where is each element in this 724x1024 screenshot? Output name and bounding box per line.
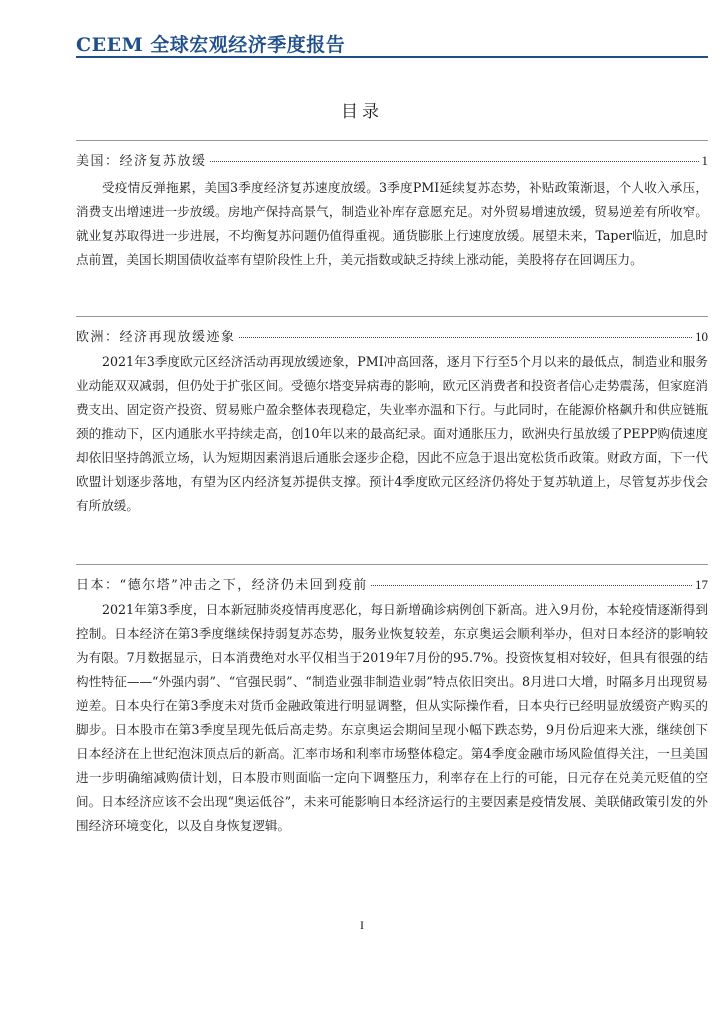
toc-entry-page: 17 [695,577,708,592]
toc-entry-europe[interactable] [76,326,708,345]
toc-entry-label: 日本：“德尔塔”冲击之下，经济仍未回到疫前 [76,578,368,593]
report-title: CEEM 全球宏观经济季度报告 [76,34,346,56]
section-divider [76,140,708,141]
toc-leader-dots [371,585,692,586]
toc-entry-page: 10 [695,329,708,344]
toc-entry-japan[interactable] [76,574,708,593]
header-rule [76,56,708,58]
toc-leader-dots [210,161,699,162]
toc-summary-us: 受疫情反弹拖累，美国3季度经济复苏速度放缓。3季度PMI延续复苏态势，补贴政策渐退，个人收入承压，消费支出增速进一步放缓。房地产保持高景气，制造业补库存意愿充足。对外贸易增速放缓，贸易逆差有所收窄。就业复苏取得进一步进展，不均衡复苏问题仍值得重视。通货膨胀上行速度放缓。展望未来，Taper临近，加息时点前置，美国长期国债收益率有望阶段性上升，美元指数或缺乏持续上涨动能，美股将存在回调压力。 [76,180,708,267]
toc-leader-dots [239,337,692,338]
section-divider [76,316,708,317]
toc-entry-label: 美国：经济复苏放缓 [76,154,207,169]
toc-summary-europe: 2021年3季度欧元区经济活动再现放缓迹象，PMI冲高回落，逐月下行至5个月以来的最低点，制造业和服务业动能双双减弱，但仍处于扩张区间。受德尔塔变异病毒的影响，欧元区消费者和投资者信心走势震荡，但家庭消费支出、固定资产投资、贸易账户盈余整体表现稳定，失业率亦温和下行。与此同时，在能源价格飙升和供应链瓶颈的推动下，区内通胀水平持续走高，创10年以来的最高纪录。面对通胀压力，欧洲央行虽放缓了PEPP购债速度却依旧坚持鸽派立场，认为短期因素消退后通胀会逐步企稳，因此不应急于退出宽松货币政策。财政方面，下一代欧盟计划逐步落地，有望为区内经济复苏提供支撑。预计4季度欧元区经济仍将处于复苏轨道上，尽管复苏步伐会有所放缓。 [76,354,708,513]
section-divider [76,564,708,565]
toc-entry-us[interactable] [76,150,708,169]
toc-entry-page: 1 [701,153,708,168]
page-number: I [360,918,364,932]
toc-entry-label: 欧洲：经济再现放缓迹象 [76,330,236,345]
toc-summary-japan: 2021年第3季度，日本新冠肺炎疫情再度恶化，每日新增确诊病例创下新高。进入9月份，本轮疫情逐渐得到控制。日本经济在第3季度继续保持弱复苏态势，服务业恢复较差，东京奥运会顺利举办，但对日本经济的影响较为有限。7月数据显示，日本消费绝对水平仅相当于2019年7月份的95.7%。投资恢复相对较好，但具有很强的结构性特征——“外强内弱”、“官强民弱”、“制造业强非制造业弱”特点依旧突出。8月进口大增，时隔多月出现贸易逆差。日本央行在第3季度未对货币金融政策进行明显调整，但从实际操作看，日本央行已经明显放缓资产购买的脚步。日本股市在第3季度呈现先低后高走势。东京奥运会期间呈现小幅下跌态势，9月份后迎来大涨，继续创下日本经济在上世纪泡沫顶点后的新高。汇率市场和利率市场整体稳定。第4季度金融市场风险值得关注，一旦美国进一步明确缩减购债计划，日本股市则面临一定向下调整压力，利率存在上行的可能，日元存在兑美元贬值的空间。日本经济应该不会出现“奥运低谷”，未来可能影响日本经济运行的主要因素是疫情发展、美联储政策引发的外围经济环境变化，以及自身恢复逻辑。 [76,602,708,833]
toc-heading: 目录 [341,102,383,122]
